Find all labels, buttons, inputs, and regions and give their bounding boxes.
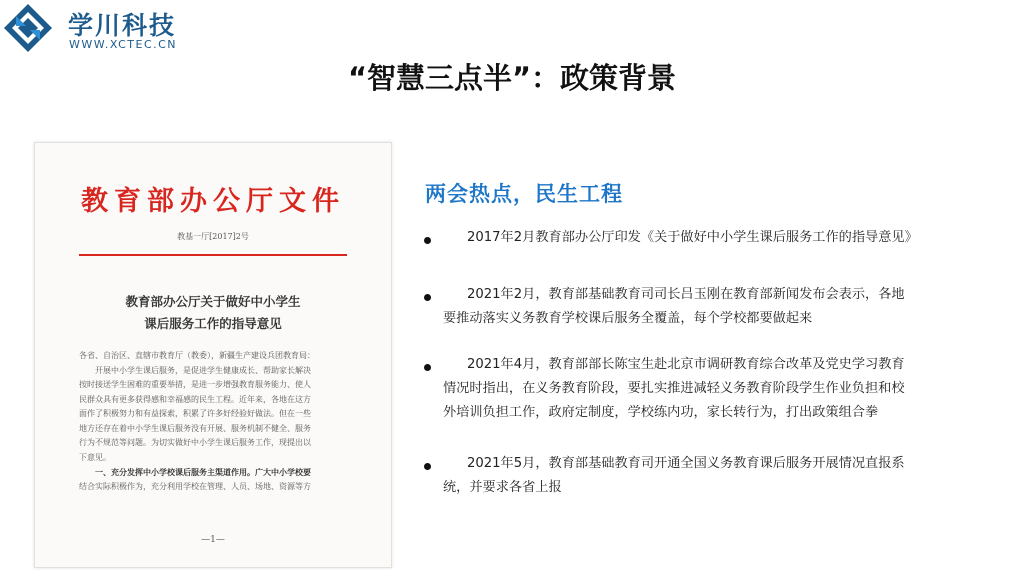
bullet-line: 2021年5月，教育部基础教育司开通全国义务教育课后服务开展情况直报系 [467,456,905,471]
document-header: 教育部办公厅文件 [81,186,345,217]
document-body-line: 下意见。 [79,452,111,462]
document-section-heading: 一、充分发挥中小学校课后服务主渠道作用。广大中小学校要 [95,467,311,477]
document-section-body: 结合实际积极作为，充分利用学校在管理、人员、场地、资源等方 [79,481,311,491]
bullet-line: 2017年2月教育部办公厅印发《关于做好中小学生课后服务工作的指导意见》 [467,230,918,245]
bullet-text [443,226,980,250]
document-body-line: 行为不规范等问题。为切实做好中小学生课后服务工作，现提出以 [79,438,311,447]
document-body [79,349,353,494]
bullet-line: 要推动落实义务教育学校课后服务全覆盖，每个学校都要做起来 [443,311,813,326]
bullet-text [443,283,980,331]
logo-diamond-icon [2,2,54,54]
document-body-line: 地方还存在着中小学生课后服务没有开展、服务机制不健全、服务 [79,423,311,433]
bullet-line: 2021年2月，教育部基础教育司司长吕玉刚在教育部新闻发布会表示，各地 [467,287,905,302]
document-salutation: 各省、自治区、直辖市教育厅（教委），新疆生产建设兵团教育局： [79,351,315,360]
bullet-line: 统，并要求各省上报 [443,480,562,495]
bullet-line: 外培训负担工作，政府定制度，学校练内功，家长转行为，打出政策组合拳 [443,405,879,420]
company-name: 学川科技 [68,11,177,40]
bullet-text [443,452,980,500]
document-red-rule [79,254,347,256]
document-number: 教基一厅[2017]2号 [177,232,249,241]
document-title [35,291,391,335]
bullet-dot-icon [424,294,431,301]
bullet-dot-icon [424,463,431,470]
document-body-line: 民群众具有更多获得感和幸福感的民生工程。近年来，各地在这方 [79,394,311,404]
company-url: WWW.XCTEC.CN [69,38,178,51]
bullet-line: 情况时指出，在义务教育阶段，要扎实推进减轻义务教育阶段学生作业负担和校 [443,381,905,396]
document-body-line: 开展中小学生课后服务，是促进学生健康成长、帮助家长解决 [95,365,311,375]
document-body-line: 按时接送学生困难的重要举措，是进一步增强教育服务能力、使人 [79,380,311,389]
document-page-number: —1— [201,535,225,545]
bullet-dot-icon [424,237,431,244]
section-heading: 两会热点，民生工程 [425,182,623,206]
policy-document-image [34,142,392,568]
bullet-text [443,353,980,425]
document-body-line: 面作了积极努力和有益探索，积累了许多好经验好做法。但在一些 [79,409,311,418]
bullet-line: 2021年4月，教育部部长陈宝生赴北京市调研教育综合改革及党史学习教育 [467,357,905,372]
page-title: “智慧三点半”：政策背景 [347,61,677,95]
document-title-line: 教育部办公厅关于做好中小学生 [125,294,301,309]
document-title-line: 课后服务工作的指导意见 [144,316,282,331]
bullet-dot-icon [424,364,431,371]
company-logo [0,0,200,60]
